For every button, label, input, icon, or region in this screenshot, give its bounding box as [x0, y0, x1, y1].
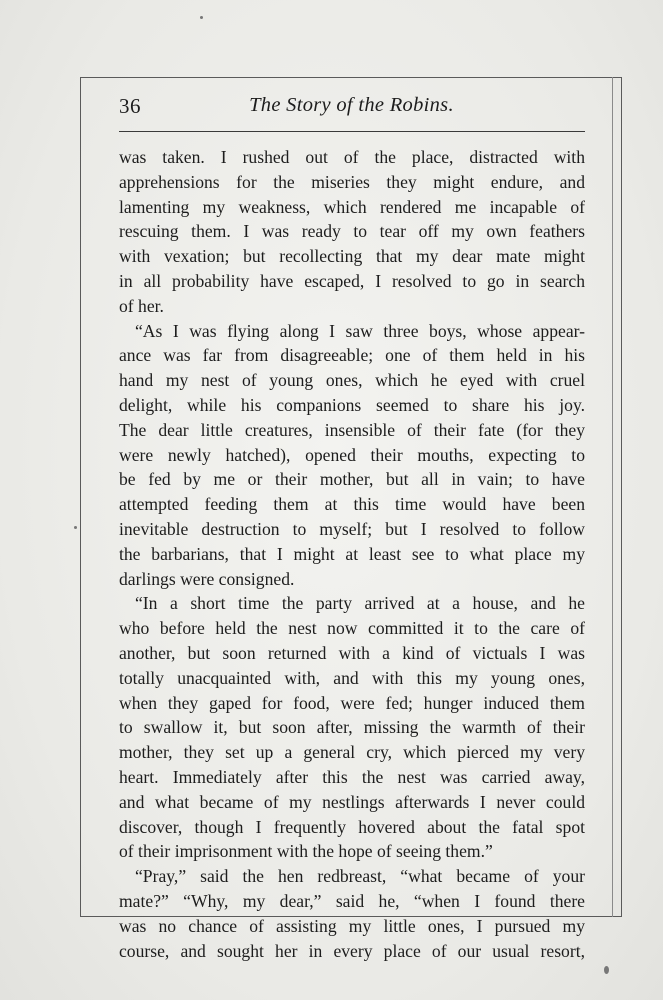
paper-speck	[604, 966, 609, 974]
frame-inner-rule	[612, 77, 613, 917]
text-line: ance was far from disagreeable; one of them held in his	[119, 345, 585, 366]
text-line: be fed by me or their mother, but all in vain; to have	[119, 469, 585, 490]
body-text	[119, 145, 585, 963]
text-line: heart. Immediately after this the nest was carried away,	[119, 766, 585, 787]
text-line: was taken. I rushed out of the place, distracted with	[119, 147, 585, 167]
text-line: with vexation; but recollecting that my dear mate might	[119, 246, 585, 267]
text-line: rescuing them. I was ready to tear off my own feathers	[119, 221, 585, 242]
text-line: discover, though I frequently hovered about the fatal spot	[119, 816, 585, 837]
text-line: delight, while his companions seemed to share his joy.	[119, 394, 585, 415]
text-line: and what became of my nestlings afterwards I never could	[119, 791, 585, 812]
text-line: were newly hatched), opened their mouths, expecting to	[119, 444, 585, 465]
text-line: to swallow it, but soon after, missing the warmth of their	[119, 717, 585, 738]
text-line: another, but soon returned with a kind of victuals I was	[119, 642, 585, 663]
text-line: “In a short time the party arrived at a house, and he	[135, 593, 585, 614]
running-title: The Story of the Robins.	[249, 94, 454, 116]
text-line: lamenting my weakness, which rendered me incapable of	[119, 196, 585, 217]
text-line: inevitable destruction to myself; but I resolved to follow	[119, 518, 585, 539]
text-line: totally unacquainted with, and with this my young ones,	[119, 667, 585, 688]
text-line: course, and sought her in every place of our usual resort,	[119, 940, 585, 961]
page-number: 36	[119, 94, 141, 118]
text-line: of their imprisonment with the hope of seeing them.”	[119, 841, 493, 862]
text-line: The dear little creatures, insensible of their fate (for they	[119, 419, 585, 440]
text-line: the barbarians, that I might at least see to what place my	[119, 543, 585, 564]
text-line: in all probability have escaped, I resolved to go in search	[119, 270, 585, 291]
text-line: attempted feeding them at this time would have been	[119, 494, 585, 515]
paper-speck	[200, 16, 203, 19]
text-line: when they gaped for food, were fed; hunger induced them	[119, 692, 585, 713]
text-line: darlings were consigned.	[119, 568, 295, 589]
text-line: mate?” “Why, my dear,” said he, “when I found there	[119, 890, 585, 911]
text-line: “Pray,” said the hen redbreast, “what became of your	[135, 866, 585, 887]
text-line: mother, they set up a general cry, which pierced my very	[119, 742, 585, 763]
text-line: hand my nest of young ones, which he eyed with cruel	[119, 370, 585, 391]
text-line: “As I was flying along I saw three boys, whose appear-	[135, 320, 585, 341]
text-line: of her.	[119, 295, 164, 316]
header-rule	[119, 131, 585, 132]
paper-speck	[74, 526, 77, 529]
page-header	[119, 94, 584, 120]
text-line: apprehensions for the miseries they might endure, and	[119, 171, 585, 192]
text-line: was no chance of assisting my little ones, I pursued my	[119, 915, 585, 936]
text-line: who before held the nest now committed it to the care of	[119, 618, 585, 639]
